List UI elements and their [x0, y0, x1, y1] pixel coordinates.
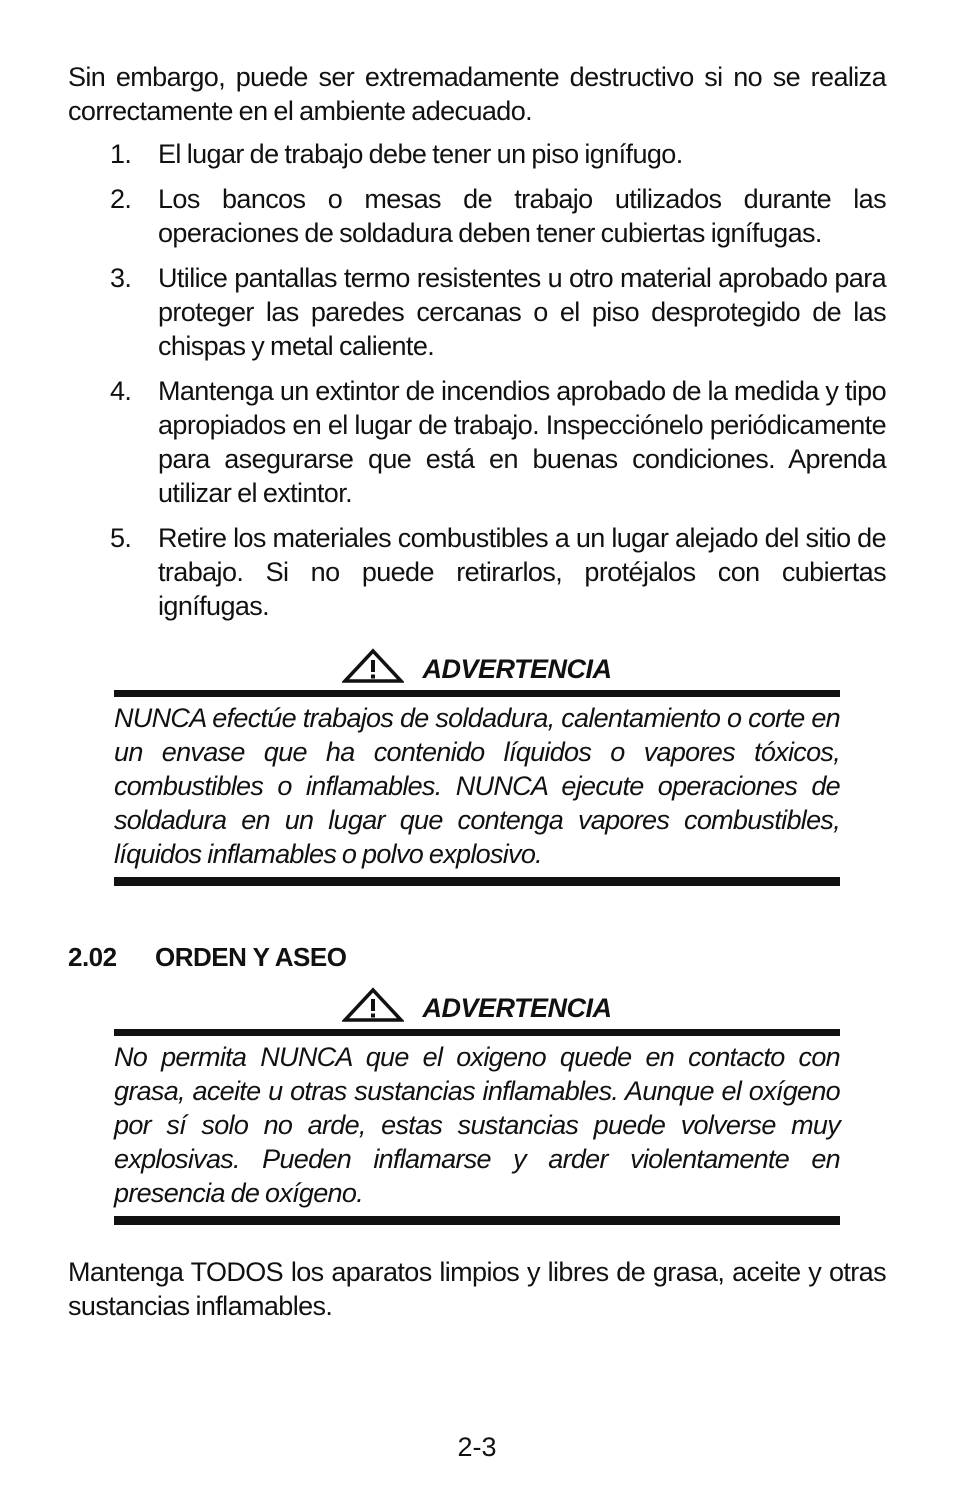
list-item-text: Los bancos o mesas de trabajo utilizados durante las operaciones de soldadura deben tener cubiertas ignífugas. [158, 184, 886, 248]
warning-triangle-icon [342, 987, 404, 1023]
list-item-number: 5. [110, 523, 132, 553]
closing-paragraph: Mantenga TODOS los aparatos limpios y libres de grasa, aceite y otras sustancias inflamables. [68, 1257, 886, 1321]
list-item-text: Utilice pantallas termo resistentes u otro material aprobado para proteger las paredes cercanas o el piso desprotegido de las chispas y metal caliente. [158, 263, 886, 361]
warning-title: ADVERTENCIA [422, 993, 612, 1023]
list-item-number: 2. [110, 184, 132, 214]
warning-text: No permita NUNCA que el oxigeno quede en contacto con grasa, aceite u otras sustancias inflamables. Aunque el oxígeno por sí solo no arde, estas sustancias puede volverse muy explosivas. Pueden inflamarse y arder violentamente en presencia de oxígeno. [114, 1042, 840, 1208]
warning-header [114, 971, 840, 1023]
list-item [68, 261, 886, 363]
list-item-text: Mantenga un extintor de incendios aprobado de la medida y tipo apropiados en el lugar de trabajo. Inspecciónelo periódicamente para asegurarse que está en buenas condiciones. Aprenda utilizar el extintor. [158, 376, 886, 508]
safety-list [68, 137, 886, 623]
warning-top-rule [114, 690, 840, 697]
list-item [68, 521, 886, 623]
warning-bottom-rule [114, 877, 840, 886]
section-title: ORDEN Y ASEO [155, 942, 347, 972]
list-item [68, 137, 886, 171]
warning-header [114, 632, 840, 684]
list-item-number: 3. [110, 263, 132, 293]
page-content [68, 60, 886, 1323]
warning-box [114, 971, 840, 1225]
warning-box [114, 632, 840, 886]
section-number: 2.02 [68, 942, 117, 972]
warning-triangle-icon [342, 648, 404, 684]
list-item-number: 1. [110, 139, 132, 169]
warning-text: NUNCA efectúe trabajos de soldadura, calentamiento o corte en un envase que ha contenido líquidos o vapores tóxicos, combustibles o inflamables. NUNCA ejecute operaciones de soldadura en un lugar que contenga vapores combustibles, líquidos inflamables o polvo explosivo. [114, 703, 840, 869]
list-item [68, 374, 886, 510]
section-heading [68, 942, 886, 973]
warning-title: ADVERTENCIA [422, 654, 612, 684]
list-item-text: El lugar de trabajo debe tener un piso ignífugo. [158, 139, 683, 169]
list-item-text: Retire los materiales combustibles a un lugar alejado del sitio de trabajo. Si no puede retirarlos, protéjalos con cubiertas ignífugas. [158, 523, 886, 621]
list-item-number: 4. [110, 376, 132, 406]
warning-bottom-rule [114, 1216, 840, 1225]
intro-paragraph: Sin embargo, puede ser extremadamente destructivo si no se realiza correctamente en el ambiente adecuado. [68, 62, 886, 126]
page-number: 2-3 [457, 1432, 497, 1462]
warning-top-rule [114, 1029, 840, 1036]
list-item [68, 182, 886, 250]
